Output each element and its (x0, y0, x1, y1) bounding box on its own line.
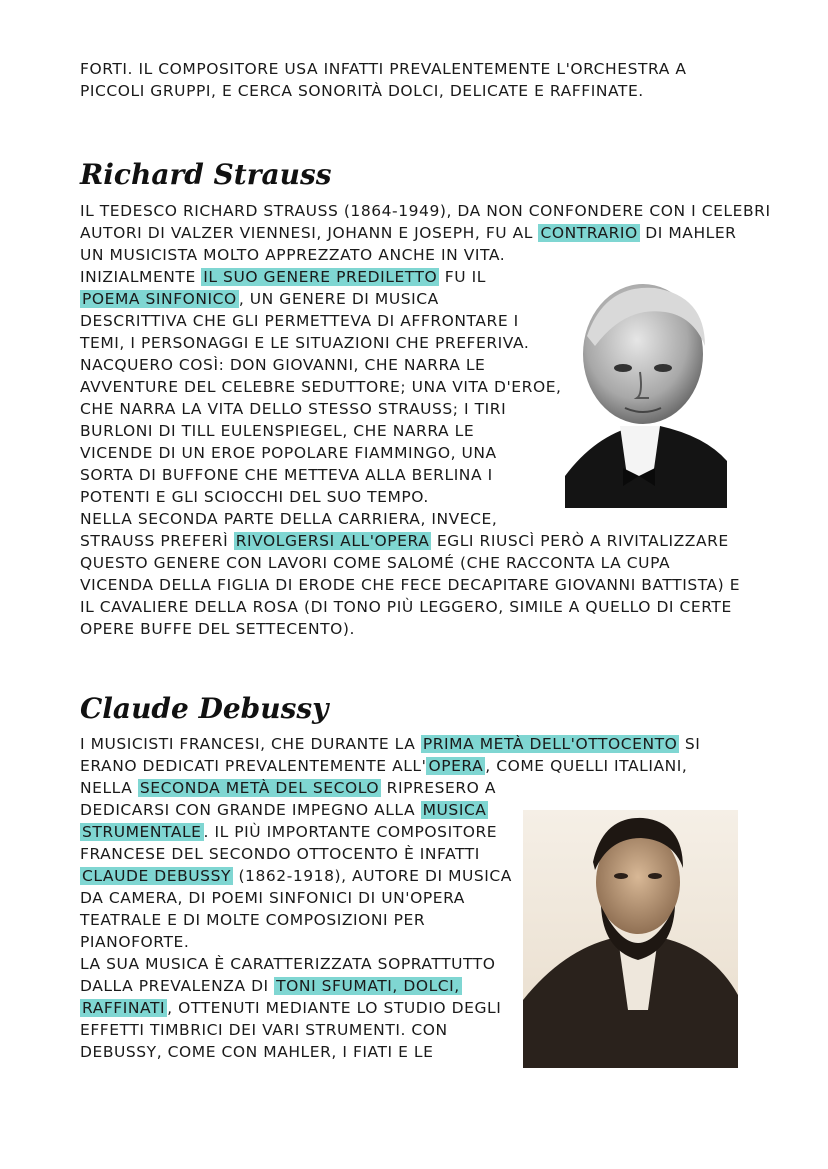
text-segment: TEATRALE E DI MOLTE COMPOSIZIONI PER (80, 911, 426, 929)
debussy-line (80, 865, 512, 887)
strauss-line (80, 244, 505, 266)
text-segment: QUESTO GENERE CON LAVORI COME SALOMÉ (CHE RACCONTA LA CUPA (80, 554, 671, 572)
text-segment: , COME QUELLI ITALIANI, (485, 757, 688, 775)
text-segment: , OTTENUTI MEDIANTE LO STUDIO DEGLI (167, 999, 502, 1017)
text-segment: DA CAMERA, DI POEMI SINFONICI DI UN'OPERA (80, 889, 465, 907)
highlighted-text: SECONDA METÀ DEL SECOLO (139, 779, 380, 797)
text-segment: OPERE BUFFE DEL SETTECENTO). (80, 620, 355, 638)
text-segment: AUTORI DI VALZER VIENNESI, JOHANN E JOSEPH, FU AL (80, 224, 539, 242)
highlighted-text: RAFFINATI (82, 999, 166, 1017)
strauss-heading: Richard Strauss (80, 158, 332, 191)
text-segment: . IL PIÙ IMPORTANTE COMPOSITORE (203, 823, 498, 841)
strauss-line (80, 310, 519, 332)
strauss-line (80, 464, 493, 486)
strauss-line (80, 508, 497, 530)
highlighted-text: POEMA SINFONICO (82, 290, 237, 308)
strauss-line (80, 486, 429, 508)
debussy-line (80, 909, 425, 931)
debussy-line (80, 799, 488, 821)
strauss-line (80, 530, 729, 552)
strauss-line (80, 332, 529, 354)
highlighted-text: MUSICA (422, 801, 487, 819)
text-segment: UN MUSICISTA MOLTO APPREZZATO ANCHE IN VITA. (80, 246, 506, 264)
strauss-line (80, 618, 355, 640)
strauss-line (80, 288, 439, 310)
highlighted-text: OPERA (428, 757, 484, 775)
text-segment: PIANOFORTE. (80, 933, 190, 951)
text-segment: (1862-1918), AUTORE DI MUSICA (232, 867, 512, 885)
text-segment: EGLI RIUSCÌ PERÒ A RIVITALIZZARE (431, 532, 729, 550)
strauss-line (80, 596, 732, 618)
strauss-line (80, 354, 485, 376)
text-segment: , UN GENERE DI MUSICA (238, 290, 439, 308)
text-segment: NACQUERO COSÌ: DON GIOVANNI, CHE NARRA LE (80, 356, 486, 374)
debussy-line (80, 733, 700, 755)
highlighted-text: CONTRARIO (540, 224, 638, 242)
strauss-line (80, 376, 562, 398)
strauss-line (80, 574, 740, 596)
debussy-line (80, 887, 465, 909)
text-segment: FU IL (439, 268, 486, 286)
text-segment: ERANO DEDICATI PREVALENTEMENTE ALL' (80, 757, 427, 775)
highlighted-text: IL SUO GENERE PREDILETTO (203, 268, 438, 286)
text-segment: LA SUA MUSICA È CARATTERIZZATA SOPRATTUTTO (80, 955, 496, 973)
text-segment: I MUSICISTI FRANCESI, CHE DURANTE LA (80, 735, 421, 753)
debussy-line (80, 975, 462, 997)
text-segment: AVVENTURE DEL CELEBRE SEDUTTORE; UNA VITA D'EROE, (80, 378, 562, 396)
text-segment: PICCOLI GRUPPI, E CERCA SONORITÀ DOLCI, DELICATE E RAFFINATE. (80, 82, 644, 100)
text-segment: NELLA (80, 779, 138, 797)
text-segment: STRAUSS PREFERÌ (80, 532, 234, 550)
text-segment: POTENTI E GLI SCIOCCHI DEL SUO TEMPO. (80, 488, 429, 506)
text-segment: DEBUSSY, COME CON MAHLER, I FIATI E LE (80, 1043, 434, 1061)
text-segment: DALLA PREVALENZA DI (80, 977, 275, 995)
highlighted-text: CLAUDE DEBUSSY (82, 867, 231, 885)
strauss-portrait-image (565, 276, 727, 508)
highlighted-text: PRIMA METÀ DELL'OTTOCENTO (422, 735, 678, 753)
text-segment: VICENDE DI UN EROE POPOLARE FIAMMINGO, UNA (80, 444, 497, 462)
intro-line (80, 80, 644, 102)
text-segment: DEDICARSI CON GRANDE IMPEGNO ALLA (80, 801, 421, 819)
debussy-line (80, 1041, 433, 1063)
highlighted-text: TONI SFUMATI, DOLCI, (276, 977, 460, 995)
debussy-line (80, 777, 496, 799)
text-segment: DESCRITTIVA CHE GLI PERMETTEVA DI AFFRONTARE I (80, 312, 519, 330)
strauss-line (80, 552, 670, 574)
text-segment: EFFETTI TIMBRICI DEI VARI STRUMENTI. CON (80, 1021, 448, 1039)
strauss-line (80, 200, 771, 222)
debussy-heading: Claude Debussy (80, 692, 329, 725)
highlighted-text: STRUMENTALE (82, 823, 202, 841)
text-segment: TEMI, I PERSONAGGI E LE SITUAZIONI CHE PREFERIVA. (80, 334, 530, 352)
text-segment: NELLA SECONDA PARTE DELLA CARRIERA, INVECE, (80, 510, 498, 528)
text-segment: IL TEDESCO RICHARD STRAUSS (1864-1949), DA NON CONFONDERE CON I CELEBRI (80, 202, 771, 220)
debussy-portrait-image (523, 810, 738, 1068)
text-segment: SORTA DI BUFFONE CHE METTEVA ALLA BERLINA I (80, 466, 493, 484)
text-segment: IL CAVALIERE DELLA ROSA (DI TONO PIÙ LEGGERO, SIMILE A QUELLO DI CERTE (80, 598, 732, 616)
debussy-line (80, 931, 189, 953)
highlighted-text: RIVOLGERSI ALL'OPERA (235, 532, 430, 550)
text-segment: RIPRESERO A (381, 779, 497, 797)
text-segment: INIZIALMENTE (80, 268, 202, 286)
debussy-line (80, 997, 501, 1019)
intro-line (80, 58, 686, 80)
text-segment: VICENDA DELLA FIGLIA DI ERODE CHE FECE DECAPITARE GIOVANNI BATTISTA) E (80, 576, 741, 594)
debussy-line (80, 843, 480, 865)
text-segment: SI (679, 735, 701, 753)
debussy-line (80, 755, 687, 777)
strauss-line (80, 266, 486, 288)
strauss-line (80, 442, 497, 464)
text-segment: FRANCESE DEL SECONDO OTTOCENTO È INFATTI (80, 845, 480, 863)
strauss-line (80, 222, 737, 244)
text-segment: CHE NARRA LA VITA DELLO STESSO STRAUSS; I TIRI (80, 400, 507, 418)
strauss-line (80, 398, 506, 420)
debussy-line (80, 1019, 448, 1041)
text-segment: DI MAHLER (639, 224, 737, 242)
debussy-line (80, 953, 496, 975)
debussy-line (80, 821, 497, 843)
text-segment: BURLONI DI TILL EULENSPIEGEL, CHE NARRA LE (80, 422, 475, 440)
text-segment: FORTI. IL COMPOSITORE USA INFATTI PREVALENTEMENTE L'ORCHESTRA A (80, 60, 687, 78)
strauss-line (80, 420, 474, 442)
